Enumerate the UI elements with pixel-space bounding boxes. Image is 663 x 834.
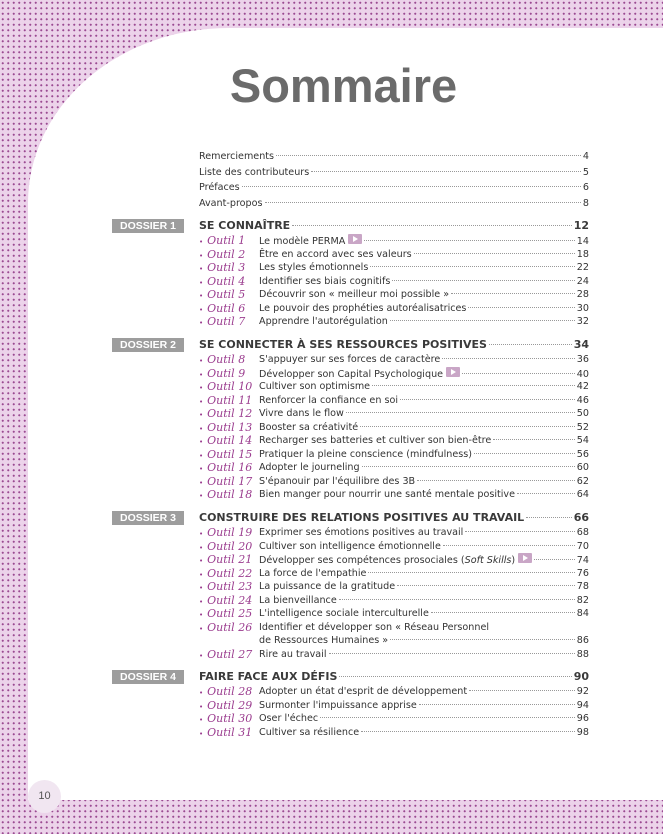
dot-leader — [489, 344, 572, 345]
entry-title: Préfaces — [199, 182, 240, 194]
tool-number — [199, 302, 245, 316]
tool-label: Outil 10 — [207, 380, 253, 393]
bullet: • — [199, 292, 204, 300]
entry-title: Vivre dans le flow — [259, 408, 344, 419]
tool-label: Outil 15 — [207, 447, 253, 461]
tool-label: Outil 4 — [207, 274, 246, 288]
bullet: • — [199, 465, 204, 473]
dot-leader — [474, 453, 575, 454]
page-ref: 50 — [576, 408, 589, 419]
entry-title: de Ressources Humaines » — [259, 635, 389, 646]
entry-title: SE CONNAÎTRE — [199, 219, 291, 232]
tool-entry[interactable] — [259, 540, 589, 554]
tool-entry[interactable] — [259, 380, 589, 394]
entry-title: Exprimer ses émotions positives au travail — [259, 527, 464, 538]
page-ref: 32 — [576, 316, 589, 327]
tool-number — [199, 580, 252, 594]
page-ref: 90 — [573, 670, 589, 683]
tool-label: Outil 7 — [207, 315, 246, 328]
tool-entry[interactable] — [259, 288, 589, 302]
bullet: • — [199, 689, 204, 697]
page-ref: 96 — [576, 713, 589, 724]
tool-number — [199, 380, 252, 394]
page-ref: 88 — [576, 648, 589, 660]
tool-entry[interactable] — [259, 367, 589, 381]
dot-leader — [364, 240, 574, 241]
dot-leader — [265, 202, 581, 203]
tool-number — [199, 526, 252, 540]
tool-entry[interactable] — [259, 712, 589, 726]
page-number: 10 — [28, 780, 61, 813]
dot-leader — [400, 399, 575, 400]
bullet: • — [199, 424, 204, 433]
entry-title: Avant-propos — [199, 197, 263, 209]
dot-leader — [442, 358, 575, 359]
tool-label: Outil 27 — [207, 647, 253, 661]
bullet: • — [199, 265, 204, 273]
entry-title: Booster sa créativité — [259, 421, 359, 433]
toc-entry[interactable] — [199, 166, 589, 180]
tool-number — [199, 621, 252, 635]
tool-number — [199, 594, 252, 608]
entry-title: Identifier ses biais cognitifs — [259, 275, 391, 287]
tool-entry[interactable] — [259, 234, 589, 248]
entry-title: Recharger ses batteries et cultiver son bien-être — [259, 435, 492, 446]
tool-entry[interactable] — [259, 594, 589, 608]
page-ref: 6 — [582, 182, 589, 194]
dot-leader — [493, 439, 575, 440]
bullet: • — [199, 651, 204, 660]
tool-entry[interactable] — [259, 699, 589, 713]
dot-leader — [462, 373, 575, 374]
entry-title: Être en accord avec ses valeurs — [259, 248, 412, 260]
tool-label: Outil 5 — [207, 288, 246, 301]
entry-title: Adopter un état d'esprit de développement — [259, 686, 468, 697]
tool-entry[interactable] — [259, 394, 589, 408]
page-ref: 14 — [576, 236, 589, 247]
bullet: • — [199, 278, 204, 287]
page-ref: 70 — [576, 540, 589, 552]
dot-leader — [414, 253, 575, 254]
dot-leader — [329, 653, 575, 654]
tool-entry[interactable] — [259, 553, 589, 567]
entry-title: La force de l'empathie — [259, 567, 367, 579]
entry-title: Apprendre l'autorégulation — [259, 316, 388, 327]
dot-leader — [468, 307, 574, 308]
dossier-heading[interactable] — [199, 338, 589, 352]
page-ref: 34 — [573, 338, 589, 351]
page-ref: 4 — [582, 151, 589, 162]
page-ref: 18 — [576, 248, 589, 260]
tool-number — [199, 234, 245, 248]
tool-entry[interactable] — [259, 434, 589, 448]
entry-title: Développer ses compétences prosociales ( — [259, 555, 465, 566]
page-ref: 60 — [576, 462, 589, 473]
page-ref: 62 — [576, 475, 589, 487]
dot-leader — [361, 731, 575, 732]
bullet: • — [199, 319, 204, 327]
entry-title: Bien manger pour nourrir une santé mentale positive — [259, 489, 516, 500]
page-ref: 22 — [576, 262, 589, 273]
tool-entry[interactable] — [259, 275, 589, 289]
tool-label: Outil 8 — [207, 353, 246, 366]
entry-title: Découvrir son « meilleur moi possible » — [259, 289, 450, 300]
tool-number — [199, 394, 252, 408]
tool-number — [199, 367, 245, 381]
page-ref: 12 — [573, 219, 589, 232]
dot-leader — [517, 493, 575, 494]
dot-leader — [417, 480, 575, 481]
dot-leader — [451, 293, 575, 294]
page-ref: 86 — [576, 635, 589, 646]
page-ref: 56 — [576, 448, 589, 460]
dot-leader — [431, 612, 575, 613]
dot-leader — [368, 572, 574, 573]
bullet: • — [199, 557, 204, 565]
page-ref: 40 — [576, 368, 589, 380]
video-play-icon[interactable] — [348, 234, 362, 244]
entry-title: S'épanouir par l'équilibre des 3B — [259, 475, 416, 487]
tool-label: Outil 6 — [207, 301, 246, 315]
tool-number — [199, 461, 252, 475]
tool-label: Outil 12 — [207, 407, 253, 420]
entry-title: Liste des contributeurs — [199, 166, 310, 178]
video-play-icon[interactable] — [446, 367, 460, 377]
entry-title: CONSTRUIRE DES RELATIONS POSITIVES AU TRAVAIL — [199, 511, 525, 524]
tool-number — [199, 712, 252, 726]
bullet: • — [199, 543, 204, 552]
bullet: • — [199, 478, 204, 487]
entry-title: Développer son Capital Psychologique — [259, 368, 444, 380]
bullet: • — [199, 570, 204, 579]
tool-label: Outil 22 — [207, 566, 253, 580]
bullet: • — [199, 729, 204, 738]
page-ref: 78 — [576, 581, 589, 592]
tool-number — [199, 421, 252, 435]
bullet: • — [199, 716, 204, 724]
tool-entry[interactable] — [259, 726, 589, 740]
tool-entry[interactable] — [259, 567, 589, 581]
tool-label: Outil 29 — [207, 698, 253, 712]
entry-title: Les styles émotionnels — [259, 262, 369, 273]
tool-label: Outil 19 — [207, 526, 253, 539]
entry-title: Oser l'échec — [259, 713, 319, 724]
entry-title: Le modèle PERMA — [259, 236, 346, 247]
dot-leader — [360, 426, 575, 427]
bullet: • — [199, 597, 204, 606]
page-ref: 36 — [576, 354, 589, 365]
dossier-heading[interactable] — [199, 670, 589, 684]
dot-leader — [311, 171, 581, 172]
entry-title: SE CONNECTER À SES RESSOURCES POSITIVES — [199, 338, 487, 351]
dot-leader — [443, 545, 575, 546]
dot-leader — [390, 320, 575, 321]
dot-leader — [370, 266, 574, 267]
tool-label: Outil 21 — [207, 553, 253, 566]
dot-leader — [362, 466, 575, 467]
tool-number — [199, 648, 252, 662]
toc-entry[interactable] — [199, 181, 589, 195]
page-ref: 42 — [576, 381, 589, 392]
bullet: • — [199, 384, 204, 392]
tool-number — [199, 434, 252, 448]
bullet: • — [199, 702, 204, 711]
tool-number — [199, 475, 252, 489]
entry-title: L'intelligence sociale interculturelle — [259, 608, 429, 619]
entry-title: Le pouvoir des prophéties autoréalisatrices — [259, 302, 467, 314]
tool-entry[interactable] — [259, 248, 589, 262]
page-ref: 46 — [576, 394, 589, 406]
tool-label: Outil 26 — [207, 620, 253, 634]
page-ref: 82 — [576, 594, 589, 606]
entry-title: Identifier et développer son « Réseau Personnel — [259, 621, 490, 633]
tool-entry[interactable] — [259, 648, 589, 662]
tool-entry[interactable] — [259, 580, 589, 594]
page-ref: 30 — [576, 302, 589, 314]
entry-title: FAIRE FACE AUX DÉFIS — [199, 670, 338, 683]
bullet: • — [199, 530, 204, 538]
tool-label: Outil 25 — [207, 607, 253, 620]
tool-label: Outil 28 — [207, 685, 253, 698]
page-ref: 84 — [576, 608, 589, 619]
bullet: • — [199, 492, 204, 500]
tool-label: Outil 9 — [207, 366, 246, 380]
page-title: Sommaire — [229, 59, 458, 112]
dot-leader — [469, 690, 575, 691]
page-ref: 28 — [576, 289, 589, 300]
page-ref: 94 — [576, 699, 589, 711]
tool-entry[interactable] — [259, 315, 589, 329]
page-ref: 64 — [576, 489, 589, 500]
entry-title: La puissance de la gratitude — [259, 581, 396, 592]
page-ref: 24 — [576, 275, 589, 287]
page-ref: 74 — [576, 555, 589, 566]
dot-leader — [419, 704, 575, 705]
dot-leader — [276, 155, 581, 156]
dossier-heading[interactable] — [199, 219, 589, 233]
dot-leader — [390, 639, 575, 640]
tool-number — [199, 261, 245, 275]
entry-title: Rire au travail — [259, 648, 327, 660]
tool-number — [199, 275, 245, 289]
tool-number — [199, 540, 252, 554]
entry-title: Adopter le journeling — [259, 462, 360, 473]
tool-number — [199, 607, 252, 621]
dot-leader — [397, 585, 575, 586]
tool-label: Outil 13 — [207, 420, 253, 434]
tool-number — [199, 288, 245, 302]
page-ref: 52 — [576, 421, 589, 433]
tool-number — [199, 448, 252, 462]
entry-title: Remerciements — [199, 151, 275, 162]
page-ref: 5 — [582, 166, 589, 178]
bullet: • — [199, 357, 204, 365]
dot-leader — [392, 280, 574, 281]
entry-title: Renforcer la confiance en soi — [259, 394, 398, 406]
page-ref: 66 — [573, 511, 589, 524]
entry-title: La bienveillance — [259, 594, 337, 606]
tool-entry[interactable] — [259, 421, 589, 435]
tool-label: Outil 11 — [207, 393, 253, 407]
tool-number — [199, 553, 252, 567]
tool-entry[interactable] — [259, 488, 589, 502]
dot-leader — [526, 517, 572, 518]
tool-number — [199, 726, 252, 740]
tool-entry-continued[interactable] — [259, 634, 589, 648]
dot-leader — [372, 385, 575, 386]
dot-leader — [339, 676, 571, 677]
tool-entry[interactable] — [259, 526, 589, 540]
bullet: • — [199, 611, 204, 619]
bullet: • — [199, 438, 204, 446]
tool-entry[interactable] — [259, 475, 589, 489]
entry-title: Cultiver son intelligence émotionnelle — [259, 540, 441, 552]
toc-entry[interactable] — [199, 197, 589, 211]
page-ref: 76 — [576, 567, 589, 579]
toc-entry[interactable] — [199, 150, 589, 164]
entry-title: Pratiquer la pleine conscience (mindfulness) — [259, 448, 473, 460]
tool-label: Outil 23 — [207, 580, 253, 593]
tool-entry[interactable] — [259, 685, 589, 699]
tool-entry[interactable] — [259, 607, 589, 621]
bullet: • — [199, 370, 204, 379]
tool-entry[interactable] — [259, 353, 589, 367]
tool-number — [199, 685, 252, 699]
dot-leader — [242, 186, 581, 187]
page-ref: 54 — [576, 435, 589, 446]
tool-label: Outil 30 — [207, 712, 253, 725]
bullet: • — [199, 305, 204, 314]
tool-number — [199, 407, 252, 421]
tool-label: Outil 14 — [207, 434, 253, 447]
entry-title-end: ) — [511, 555, 516, 566]
tool-label: Outil 31 — [207, 725, 253, 739]
tool-entry[interactable] — [259, 261, 589, 275]
bullet: • — [199, 624, 204, 633]
bullet: • — [199, 238, 204, 246]
bullet: • — [199, 451, 204, 460]
dot-leader — [465, 531, 574, 532]
tool-label: Outil 20 — [207, 539, 253, 553]
dossier-badge: DOSSIER 3 — [112, 511, 184, 525]
tool-label: Outil 2 — [207, 247, 246, 261]
tool-entry[interactable] — [259, 448, 589, 462]
bullet: • — [199, 584, 204, 592]
entry-title-italic: Soft Skills — [464, 555, 512, 566]
entry-title: S'appuyer sur ses forces de caractère — [259, 354, 441, 365]
entry-title: Surmonter l'impuissance apprise — [259, 699, 417, 711]
tool-label: Outil 18 — [207, 488, 253, 501]
video-play-icon[interactable] — [518, 553, 532, 563]
tool-entry[interactable] — [259, 621, 589, 635]
dot-leader — [320, 717, 575, 718]
tool-number — [199, 567, 252, 581]
dossier-badge: DOSSIER 1 — [112, 219, 184, 233]
page-ref: 92 — [576, 686, 589, 697]
entry-title: Cultiver son optimisme — [259, 381, 371, 392]
tool-entry[interactable] — [259, 302, 589, 316]
tool-label: Outil 24 — [207, 593, 253, 607]
entry-title: Cultiver sa résilience — [259, 726, 360, 738]
tool-number — [199, 248, 245, 262]
tool-label: Outil 1 — [207, 234, 246, 247]
dot-leader — [339, 599, 575, 600]
tool-label: Outil 17 — [207, 474, 253, 488]
page-ref: 8 — [582, 197, 589, 209]
dot-leader — [346, 412, 575, 413]
tool-number — [199, 353, 245, 367]
bullet: • — [199, 411, 204, 419]
dot-leader — [292, 225, 571, 226]
page-ref: 98 — [576, 726, 589, 738]
tool-number — [199, 315, 245, 329]
page-ref: 68 — [576, 527, 589, 538]
dossier-heading[interactable] — [199, 511, 589, 525]
tool-entry[interactable] — [259, 461, 589, 475]
dot-leader — [534, 559, 575, 560]
tool-entry[interactable] — [259, 407, 589, 421]
tool-number — [199, 699, 252, 713]
dossier-badge: DOSSIER 4 — [112, 670, 184, 684]
bullet: • — [199, 397, 204, 406]
tool-label: Outil 16 — [207, 461, 253, 474]
dossier-badge: DOSSIER 2 — [112, 338, 184, 352]
tool-label: Outil 3 — [207, 261, 246, 274]
tool-number — [199, 488, 252, 502]
bullet: • — [199, 251, 204, 260]
